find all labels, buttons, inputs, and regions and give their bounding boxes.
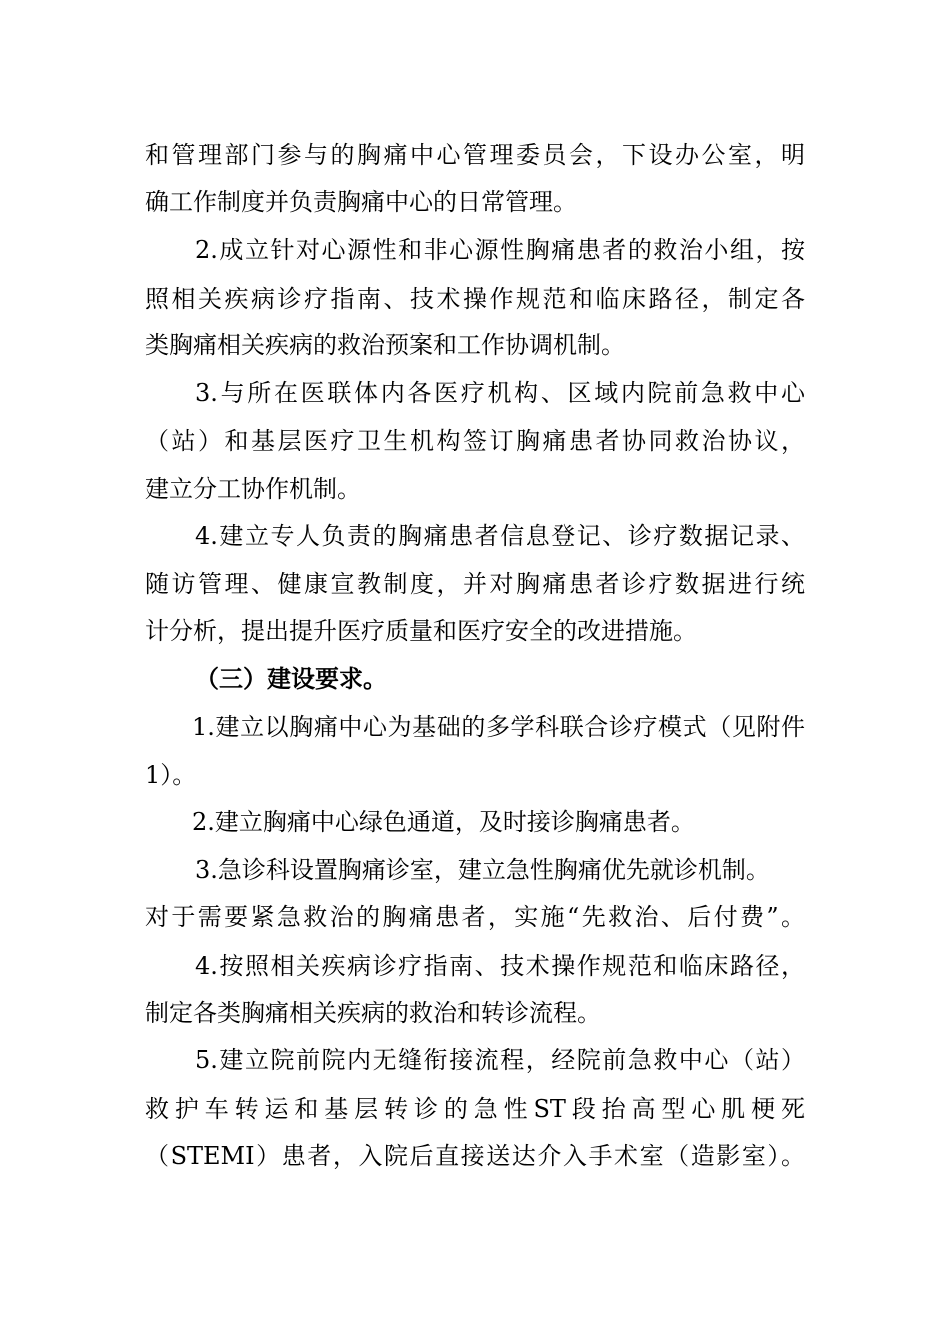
text-line: 确工作制度并负责胸痛中心的日常管理。 (145, 188, 577, 216)
text-line: 随访管理、健康宣教制度，并对胸痛患者诊疗数据进行统 (145, 570, 805, 598)
text-line: 3.急诊科设置胸痛诊室，建立急性胸痛优先就诊机制。 (195, 856, 770, 884)
text-line: 4.按照相关疾病诊疗指南、技术操作规范和临床路径， (195, 952, 805, 980)
text-line: 和管理部门参与的胸痛中心管理委员会，下设办公室，明 (145, 141, 805, 169)
text-line: 制定各类胸痛相关疾病的救治和转诊流程。 (145, 999, 601, 1027)
text-line: 1）。 (145, 761, 197, 789)
section-heading: （三）建设要求。 (195, 664, 387, 693)
text-line: （站）和基层医疗卫生机构签订胸痛患者协同救治协议， (145, 427, 805, 455)
text-line: 2.建立胸痛中心绿色通道，及时接诊胸痛患者。 (192, 808, 695, 836)
text-line: 1.建立以胸痛中心为基础的多学科联合诊疗模式（见附件 (192, 713, 805, 741)
text-line: 计分析，提出提升医疗质量和医疗安全的改进措施。 (145, 617, 697, 645)
text-line: 建立分工协作机制。 (145, 475, 361, 503)
text-line: 4.建立专人负责的胸痛患者信息登记、诊疗数据记录、 (195, 522, 805, 550)
text-line: 2.成立针对心源性和非心源性胸痛患者的救治小组，按 (195, 236, 805, 264)
text-line: 救护车转运和基层转诊的急性ST段抬高型心肌梗死 (145, 1095, 805, 1123)
text-line: 5.建立院前院内无缝衔接流程，经院前急救中心（站） (195, 1046, 805, 1074)
text-line: 3.与所在医联体内各医疗机构、区域内院前急救中心 (195, 379, 805, 407)
text-line: 对于需要紧急救治的胸痛患者，实施“先救治、后付费”。 (145, 903, 805, 931)
text-line: 照相关疾病诊疗指南、技术操作规范和临床路径，制定各 (145, 285, 805, 313)
text-line: （STEMI）患者，入院后直接送达介入手术室（造影室）。 (145, 1142, 805, 1170)
text-line: 类胸痛相关疾病的救治预案和工作协调机制。 (145, 331, 625, 359)
